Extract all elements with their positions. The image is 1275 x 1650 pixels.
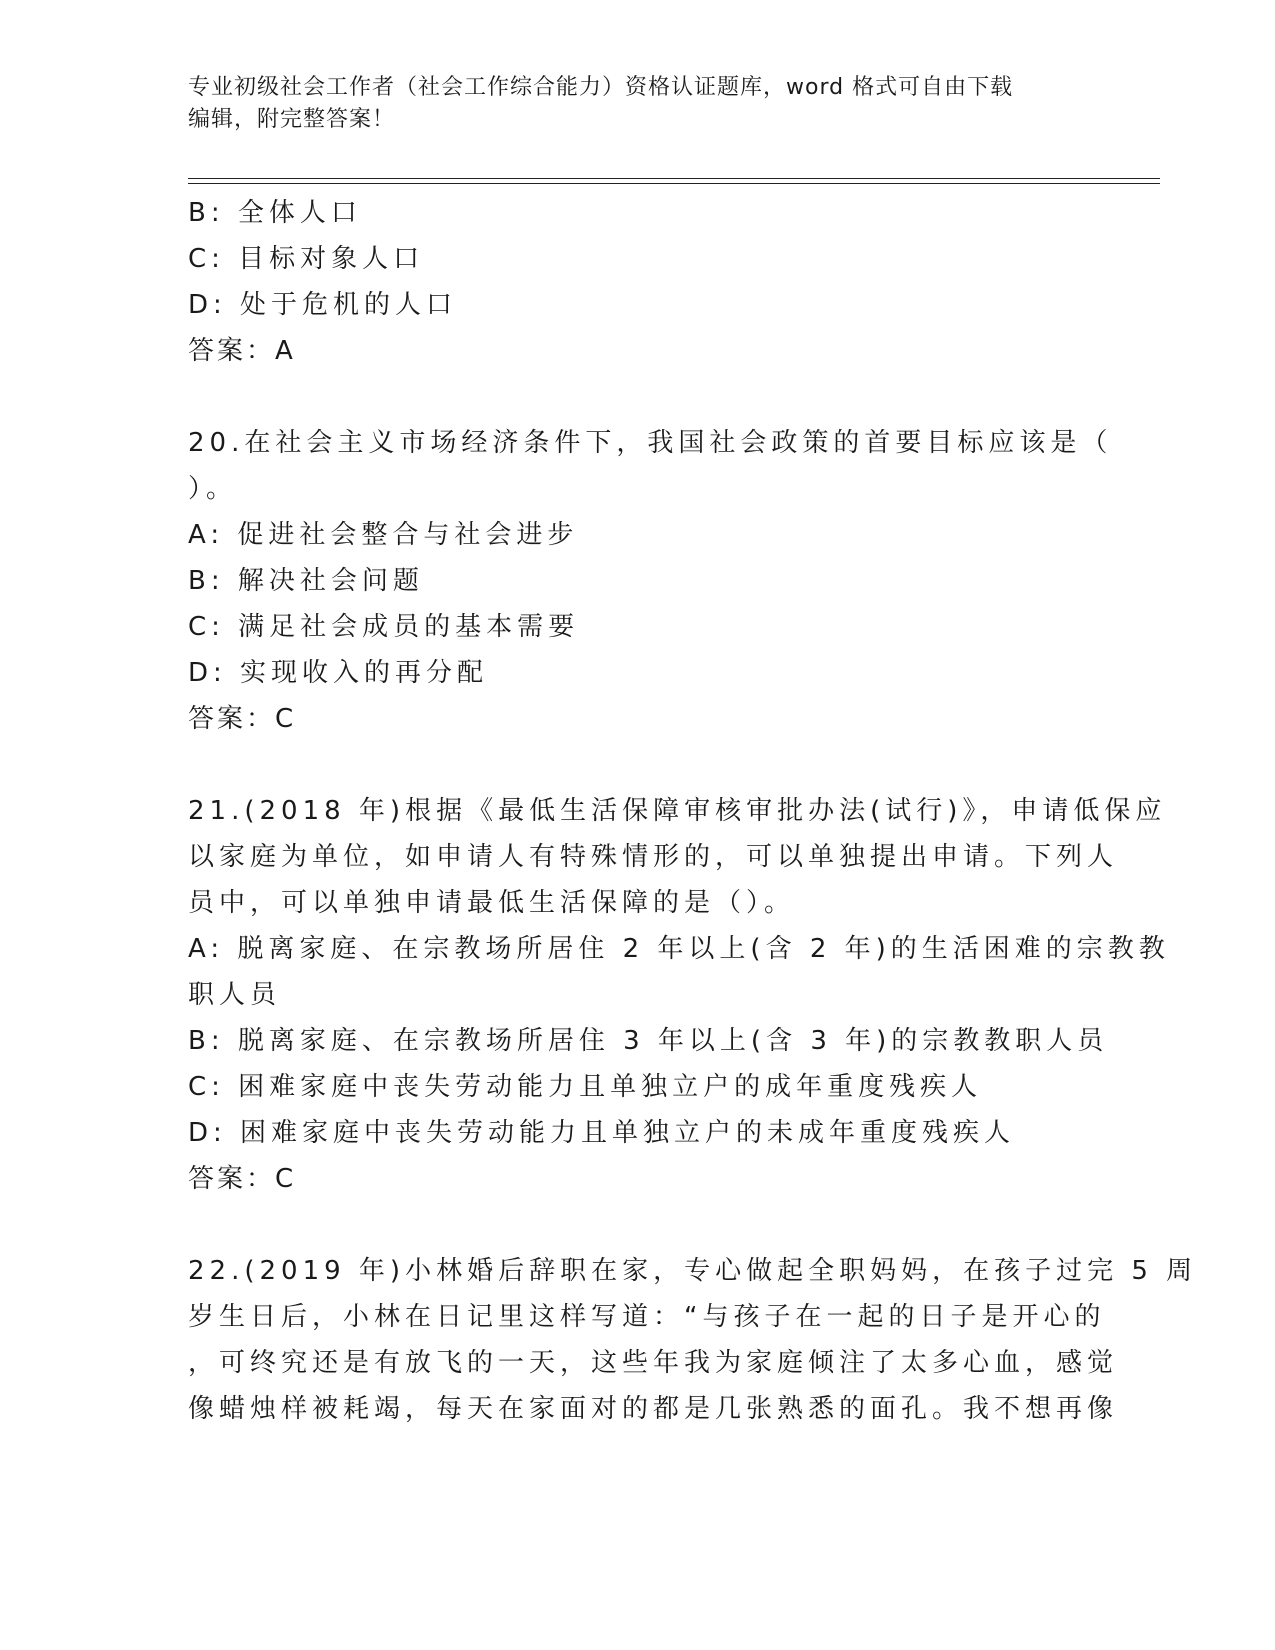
option-d: D: 处于危机的人口: [188, 290, 458, 320]
question-stem-line: 以家庭为单位，如申请人有特殊情形的，可以单独提出申请。下列人: [188, 842, 1119, 872]
answer-line: 答案：A: [188, 336, 296, 366]
question-22: [188, 1248, 1198, 1432]
option-d: D: 实现收入的再分配: [188, 658, 489, 688]
answer-line: 答案：C: [188, 1164, 297, 1194]
question-content: [188, 190, 1198, 1432]
header-title-line-2: 编辑，附完整答案！: [188, 107, 396, 132]
option-b: B: 脱离家庭、在宗教场所居住 3 年以上(含 3 年)的宗教教职人员: [188, 1026, 1109, 1056]
question-19-continued: [188, 190, 1088, 374]
question-stem-line: 像蜡烛样被耗竭，每天在家面对的都是几张熟悉的面孔。我不想再像: [188, 1394, 1119, 1424]
option-d: D: 困难家庭中丧失劳动能力且单独立户的未成年重度残疾人: [188, 1118, 1016, 1148]
header-divider-top: [188, 178, 1160, 179]
question-stem-line: 岁生日后，小林在日记里这样写道：“与孩子在一起的日子是开心的: [188, 1302, 1106, 1332]
option-a-continued: 职人员: [188, 980, 282, 1010]
question-spacer: [188, 742, 1088, 788]
option-c: C: 目标对象人口: [188, 244, 425, 274]
question-stem-line: 员中，可以单独申请最低生活保障的是（）。: [188, 888, 796, 918]
question-spacer: [188, 1202, 1088, 1248]
option-b: B: 解决社会问题: [188, 566, 424, 596]
question-spacer: [188, 374, 1088, 420]
question-20: [188, 420, 1113, 742]
question-stem-line: 20.在社会主义市场经济条件下，我国社会政策的首要目标应该是（: [188, 428, 1113, 458]
option-a: A: 脱离家庭、在宗教场所居住 2 年以上(含 2 年)的生活困难的宗教教: [188, 934, 1170, 964]
option-c: C: 困难家庭中丧失劳动能力且单独立户的成年重度残疾人: [188, 1072, 983, 1102]
question-stem-line: ）。: [188, 474, 238, 504]
header-divider-bottom: [188, 183, 1160, 184]
question-21: [188, 788, 1170, 1202]
option-c: C: 满足社会成员的基本需要: [188, 612, 580, 642]
question-stem-line: 22.(2019 年)小林婚后辞职在家，专心做起全职妈妈，在孩子过完 5 周: [188, 1256, 1198, 1286]
option-b: B: 全体人口: [188, 198, 362, 228]
option-a: A: 促进社会整合与社会进步: [188, 520, 579, 550]
question-stem-line: ，可终究还是有放飞的一天，这些年我为家庭倾注了太多心血，感觉: [188, 1348, 1119, 1378]
header-title-line-1: 专业初级社会工作者（社会工作综合能力）资格认证题库，word 格式可自由下载: [188, 75, 1014, 100]
question-stem-line: 21.(2018 年)根据《最低生活保障审核审批办法(试行)》，申请低保应: [188, 796, 1167, 826]
page-header: [188, 72, 1088, 136]
answer-line: 答案：C: [188, 704, 297, 734]
